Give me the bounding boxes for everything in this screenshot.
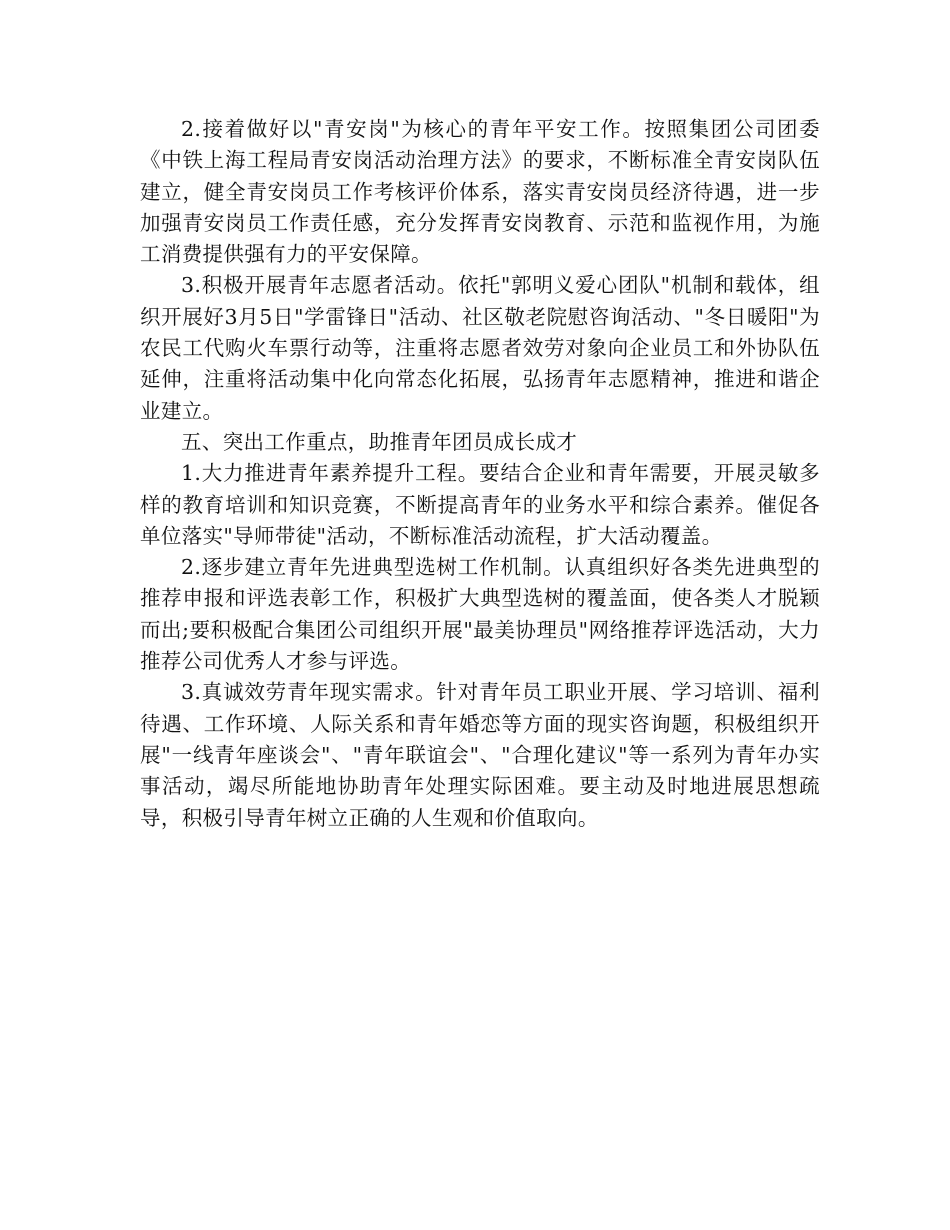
paragraph-serve-youth-needs: 3.真诚效劳青年现实需求。针对青年员工职业开展、学习培训、福利待遇、工作环境、人际关系和青年婚恋等方面的现实咨询题，积极组织开展"一线青年座谈会"、"青年联谊会"、"合理化建议"等一系列为青年办实事活动，竭尽所能地协助青年处理实际困难。要主动及时地进展思想疏导，积极引导青年树立正确的人生观和价值取向。 <box>140 680 820 830</box>
paragraph-model-selection: 2.逐步建立青年先进典型选树工作机制。认真组织好各类先进典型的推荐申报和评选表彰工作，积极扩大典型选树的覆盖面，使各类人才脱颖而出;要积极配合集团公司组织开展"最美协理员"网络推荐评选活动，大力推荐公司优秀人才参与评选。 <box>140 555 820 674</box>
paragraph-qinganggang-safety: 2.接着做好以"青安岗"为核心的青年平安工作。按照集团公司团委《中铁上海工程局青安岗活动治理方法》的要求，不断标准全青安岗队伍建立，健全青安岗员工作考核评价体系，落实青安岗员经济待遇，进一步加强青安岗员工作责任感，充分发挥青安岗教育、示范和监视作用，为施工消费提供强有力的平安保障。 <box>140 117 820 267</box>
paragraph-quality-improvement: 1.大力推进青年素养提升工程。要结合企业和青年需要，开展灵敏多样的教育培训和知识竞赛，不断提高青年的业务水平和综合素养。催促各单位落实"导师带徒"活动，不断标准活动流程，扩大活动覆盖。 <box>140 461 820 548</box>
document-body <box>140 114 820 834</box>
paragraph-volunteer-activities: 3.积极开展青年志愿者活动。依托"郭明义爱心团队"机制和载体，组织开展好3月5日"学雷锋日"活动、社区敬老院慰咨询活动、"冬日暖阳"为农民工代购火车票行动等，注重将志愿者效劳对象向企业员工和外协队伍延伸，注重将活动集中化向常态化拓展，弘扬青年志愿精神，推进和谐企业建立。 <box>140 273 820 423</box>
section-heading-five: 五、突出工作重点，助推青年团员成长成才 <box>181 429 578 454</box>
